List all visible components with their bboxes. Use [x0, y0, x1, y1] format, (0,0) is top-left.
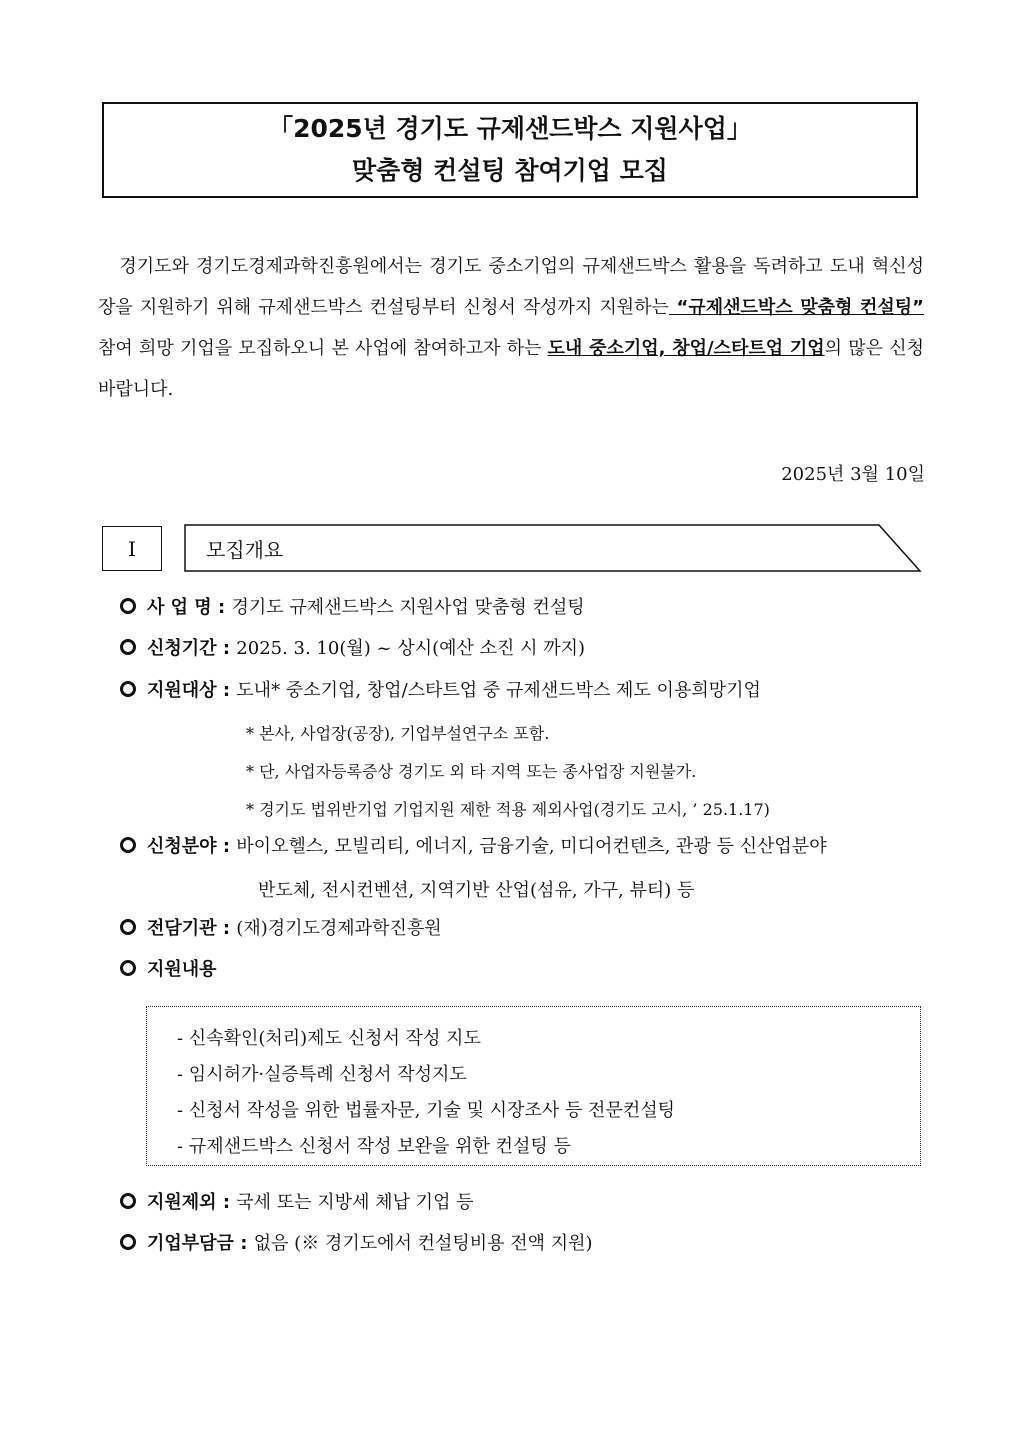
item-cost: 기업부담금 : 없음 (※ 경기도에서 컨설팅비용 전액 지원) [120, 1231, 593, 1257]
intro-text-3: 의 많은 신청 바랍니다. [98, 338, 924, 400]
circle-bullet-icon [120, 598, 136, 614]
intro-paragraph [98, 246, 924, 410]
circle-bullet-icon [120, 960, 136, 976]
circle-bullet-icon [120, 837, 136, 853]
intro-text-2: 참여 희망 기업을 모집하오니 본 사업에 참여하고자 하는 [98, 338, 548, 359]
target-note-1: * 본사, 사업장(공장), 기업부설연구소 포함. [246, 724, 550, 743]
circle-bullet-icon [120, 919, 136, 935]
support-item: - 임시허가·실증특례 신청서 작성지도 [177, 1064, 467, 1085]
item-value: 경기도 규제샌드박스 지원사업 맞춤형 컨설팅 [231, 597, 585, 618]
item-value: 도내* 중소기업, 창업/스타트업 중 규제샌드박스 제도 이용희망기업 [236, 680, 761, 701]
item-project: 사 업 명 : 경기도 규제샌드박스 지원사업 맞춤형 컨설팅 [120, 595, 585, 621]
field-continued: 반도체, 전시컨벤션, 지역기반 산업(섬유, 가구, 뷰티) 등 [258, 880, 695, 901]
item-exclusion: 지원제외 : 국세 또는 지방세 체납 기업 등 [120, 1190, 474, 1216]
item-label: 기업부담금 [147, 1233, 234, 1254]
item-value: 국세 또는 지방세 체납 기업 등 [236, 1192, 474, 1213]
item-target: 지원대상 : 도내* 중소기업, 창업/스타트업 중 규제샌드박스 제도 이용희망기업 [120, 678, 761, 704]
circle-bullet-icon [120, 681, 136, 697]
intro-highlight-1: “규제샌드박스 맞춤형 컨설팅” [668, 297, 924, 318]
item-value: (재)경기도경제과학진흥원 [236, 918, 442, 939]
target-note-3: * 경기도 법위반기업 기업지원 제한 적용 제외사업(경기도 고시, ’ 25.1.17) [246, 800, 770, 819]
item-agency: 전담기관 : (재)경기도경제과학진흥원 [120, 916, 442, 942]
item-value: 없음 (※ 경기도에서 컨설팅비용 전액 지원) [253, 1233, 593, 1254]
intro-text-1: 경기도와 경기도경제과학진흥원에서는 경기도 중소기업의 규제샌드박스 활용을 독려하고 도내 혁신성장을 지원하기 위해 규제샌드박스 컨설팅부터 신청서 작성까지 지원하는 [98, 256, 924, 318]
item-label: 사 업 명 [147, 597, 212, 618]
support-item: - 규제샌드박스 신청서 작성 보완을 위한 컨설팅 등 [177, 1136, 571, 1157]
support-content-box [146, 1006, 921, 1166]
section-title-frame [184, 524, 924, 574]
item-value: 바이오헬스, 모빌리티, 에너지, 금융기술, 미디어컨텐츠, 관광 등 신산업분야 [236, 836, 827, 857]
support-item: - 신청서 작성을 위한 법률자문, 기술 및 시장조사 등 전문컨설팅 [177, 1100, 675, 1121]
item-label: 신청기간 [147, 638, 217, 659]
intro-highlight-2: 도내 중소기업, 창업/스타트업 기업 [547, 338, 825, 359]
item-label: 지원제외 [147, 1192, 217, 1213]
title-box [102, 102, 918, 198]
section-number: I [102, 526, 162, 571]
section-title: 모집개요 [206, 538, 284, 562]
circle-bullet-icon [120, 1193, 136, 1209]
notice-date: 2025년 3월 10일 [781, 464, 925, 485]
item-period: 신청기간 : 2025. 3. 10(월) ~ 상시(예산 소진 시 까지) [120, 636, 585, 662]
title-line-1: 「2025년 경기도 규제샌드박스 지원사업」 [268, 114, 752, 143]
item-field: 신청분야 : 바이오헬스, 모빌리티, 에너지, 금융기술, 미디어컨텐츠, 관광 등 신산업분야 [120, 834, 827, 860]
item-support [120, 957, 217, 983]
support-item: - 신속확인(처리)제도 신청서 작성 지도 [177, 1028, 481, 1049]
circle-bullet-icon [120, 1234, 136, 1250]
item-label: 전담기관 [147, 918, 217, 939]
item-value: 2025. 3. 10(월) ~ 상시(예산 소진 시 까지) [236, 638, 586, 659]
title-line-2: 맞춤형 컨설팅 참여기업 모집 [352, 156, 668, 185]
item-label: 지원대상 [147, 680, 217, 701]
item-label: 지원내용 [147, 959, 217, 980]
circle-bullet-icon [120, 639, 136, 655]
target-note-2: * 단, 사업자등록증상 경기도 외 타 지역 또는 종사업장 지원불가. [246, 762, 697, 781]
item-label: 신청분야 [147, 836, 217, 857]
